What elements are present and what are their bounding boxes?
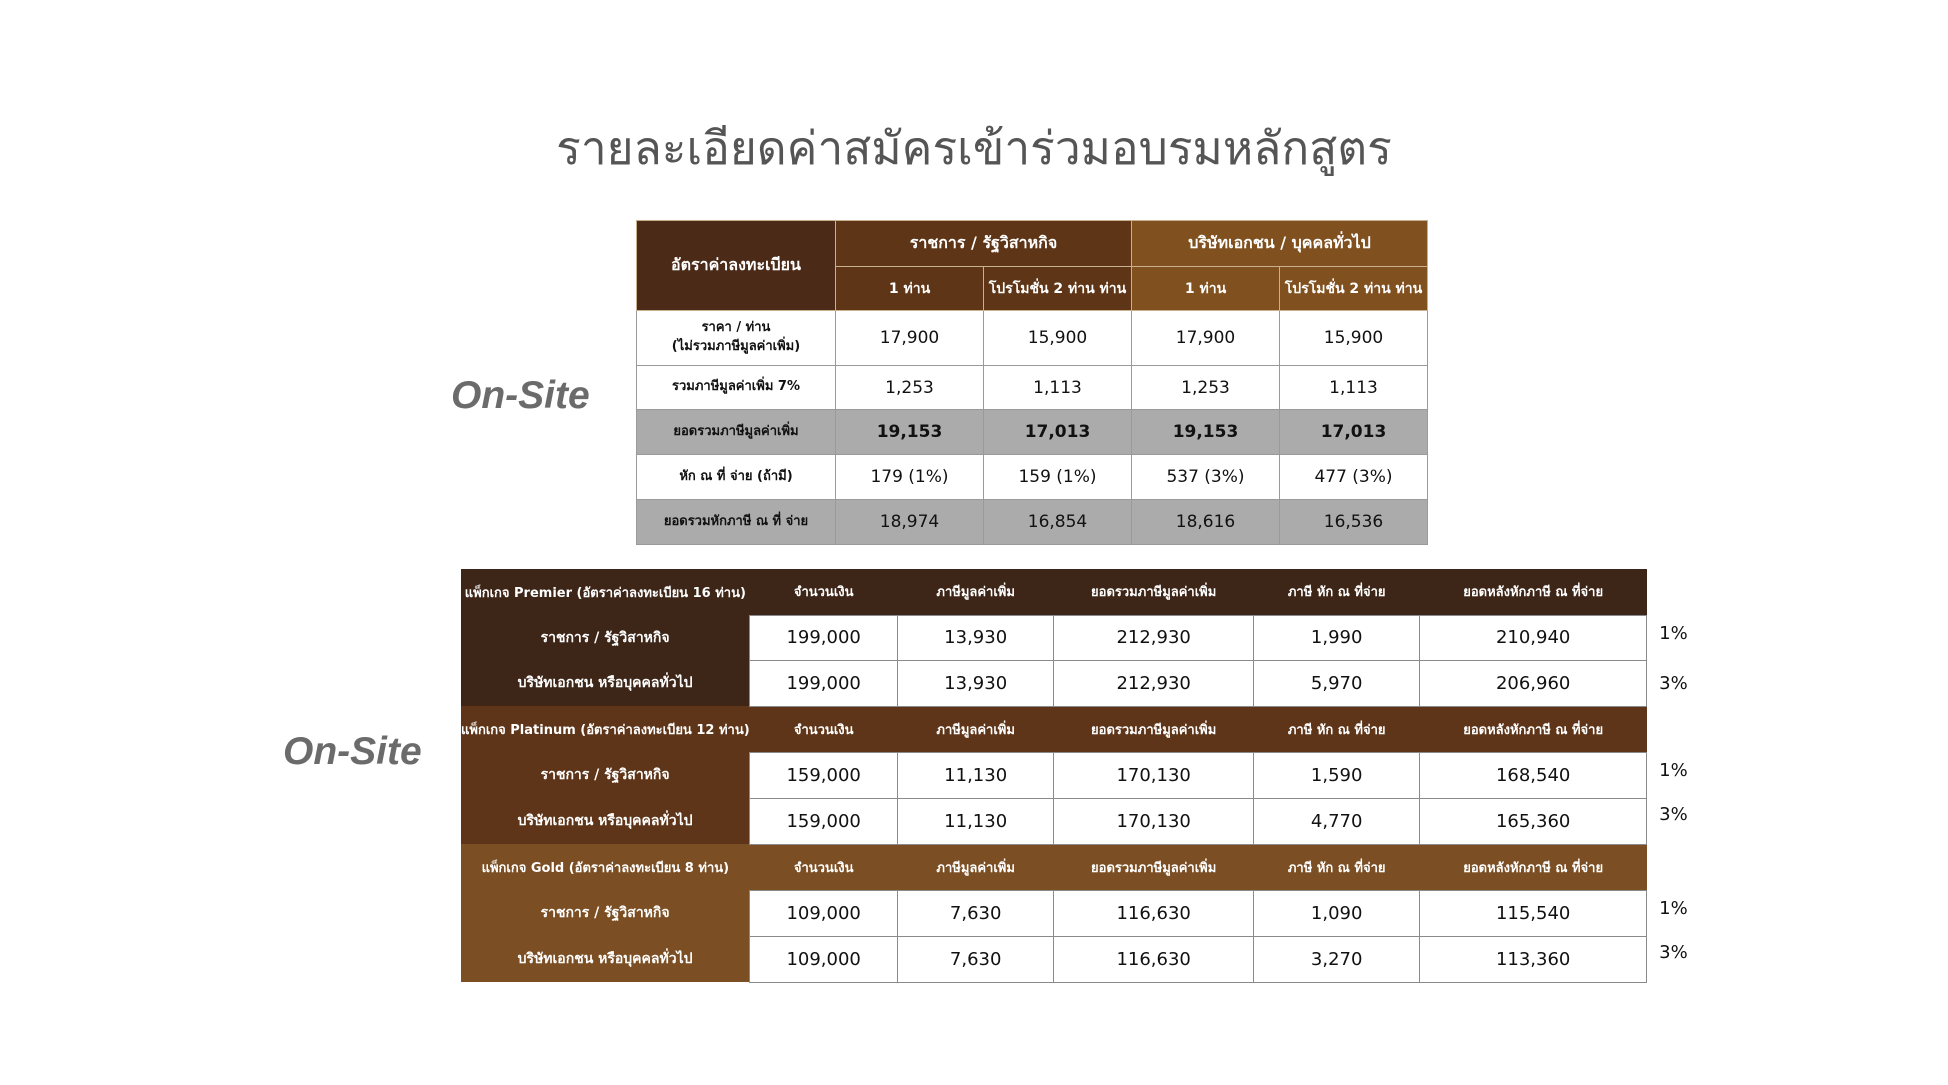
- row-label: ราชการ / รัฐวิสาหกิจ: [461, 752, 750, 798]
- package-header-gold: แพ็กเกจ Gold (อัตราค่าลงทะเบียน 8 ท่าน): [461, 844, 750, 890]
- table-cell: 159,000: [750, 798, 898, 844]
- table-cell: 115,540: [1420, 890, 1647, 936]
- table-cell: 1,253: [1132, 366, 1280, 410]
- table-cell: 17,900: [1132, 311, 1280, 366]
- column-header: ยอดหลังหักภาษี ณ ที่จ่าย: [1420, 569, 1647, 615]
- column-header: จำนวนเงิน: [750, 569, 898, 615]
- table-cell: 116,630: [1054, 890, 1254, 936]
- table-row: [461, 936, 1707, 982]
- table-row: [461, 615, 1707, 660]
- table-cell: 7,630: [898, 890, 1054, 936]
- table-row: [461, 890, 1707, 936]
- table-cell: 3,270: [1254, 936, 1420, 982]
- sub-header: 1 ท่าน: [836, 267, 984, 311]
- column-header: ภาษี หัก ณ ที่จ่าย: [1254, 569, 1420, 615]
- table-row: [637, 455, 1428, 500]
- table-cell: 212,930: [1054, 615, 1254, 660]
- withholding-percent: 1%: [1647, 752, 1707, 798]
- row-label: บริษัทเอกชน หรือบุคคลทั่วไป: [461, 936, 750, 982]
- onsite-label-bottom: On-Site: [283, 730, 422, 773]
- table-cell: 170,130: [1054, 798, 1254, 844]
- column-header: ยอดรวมภาษีมูลค่าเพิ่ม: [1054, 844, 1254, 890]
- table-cell: 159 (1%): [984, 455, 1132, 500]
- table-cell: 212,930: [1054, 660, 1254, 706]
- table-row: [637, 410, 1428, 455]
- table-cell: 7,630: [898, 936, 1054, 982]
- withholding-percent: 1%: [1647, 890, 1707, 936]
- table-cell: 4,770: [1254, 798, 1420, 844]
- table-cell: 15,900: [1280, 311, 1428, 366]
- withholding-percent: 1%: [1647, 615, 1707, 660]
- package-table: [461, 569, 1707, 983]
- column-header: ภาษีมูลค่าเพิ่ม: [898, 569, 1054, 615]
- table-cell: 1,253: [836, 366, 984, 410]
- table-cell: 170,130: [1054, 752, 1254, 798]
- table-cell: 1,113: [984, 366, 1132, 410]
- table-cell: 18,974: [836, 500, 984, 545]
- column-header: ภาษีมูลค่าเพิ่ม: [898, 706, 1054, 752]
- table-cell: 210,940: [1420, 615, 1647, 660]
- column-header: จำนวนเงิน: [750, 706, 898, 752]
- table-cell: 13,930: [898, 660, 1054, 706]
- column-header: ยอดรวมภาษีมูลค่าเพิ่ม: [1054, 706, 1254, 752]
- table-cell: 11,130: [898, 752, 1054, 798]
- column-header: ภาษี หัก ณ ที่จ่าย: [1254, 706, 1420, 752]
- package-header-platinum: แพ็กเกจ Platinum (อัตราค่าลงทะเบียน 12 ท่าน): [461, 706, 750, 752]
- row-label: ราคา / ท่าน (ไม่รวมภาษีมูลค่าเพิ่ม): [637, 311, 836, 366]
- table-row: [461, 752, 1707, 798]
- row-label: ยอดรวมภาษีมูลค่าเพิ่ม: [637, 410, 836, 455]
- table-row: [637, 366, 1428, 410]
- table-cell: 109,000: [750, 936, 898, 982]
- column-header: ยอดรวมภาษีมูลค่าเพิ่ม: [1054, 569, 1254, 615]
- column-header: จำนวนเงิน: [750, 844, 898, 890]
- row-label: หัก ณ ที่ จ่าย (ถ้ามี): [637, 455, 836, 500]
- table-cell: 199,000: [750, 615, 898, 660]
- table-cell: 16,854: [984, 500, 1132, 545]
- package-header-premier: แพ็กเกจ Premier (อัตราค่าลงทะเบียน 16 ท่าน): [461, 569, 750, 615]
- table-cell: 113,360: [1420, 936, 1647, 982]
- table-cell: 1,090: [1254, 890, 1420, 936]
- table-cell: 168,540: [1420, 752, 1647, 798]
- row-label: ราชการ / รัฐวิสาหกิจ: [461, 615, 750, 660]
- table-cell: 116,630: [1054, 936, 1254, 982]
- table-cell: 1,990: [1254, 615, 1420, 660]
- table-row: [637, 311, 1428, 366]
- table-cell: 1,590: [1254, 752, 1420, 798]
- withholding-percent: 3%: [1647, 798, 1707, 844]
- table-cell: 11,130: [898, 798, 1054, 844]
- table-cell: 17,013: [984, 410, 1132, 455]
- table-cell: 13,930: [898, 615, 1054, 660]
- row-label: รวมภาษีมูลค่าเพิ่ม 7%: [637, 366, 836, 410]
- table-cell: 477 (3%): [1280, 455, 1428, 500]
- table-cell: 17,013: [1280, 410, 1428, 455]
- table-cell: 19,153: [1132, 410, 1280, 455]
- onsite-label-top: On-Site: [451, 374, 590, 417]
- corner-header: อัตราค่าลงทะเบียน: [637, 221, 836, 311]
- table-cell: 199,000: [750, 660, 898, 706]
- table-cell: 165,360: [1420, 798, 1647, 844]
- column-header: ภาษีมูลค่าเพิ่ม: [898, 844, 1054, 890]
- table-cell: 19,153: [836, 410, 984, 455]
- table-row: [637, 500, 1428, 545]
- table-cell: 18,616: [1132, 500, 1280, 545]
- group-header-gov: ราชการ / รัฐวิสาหกิจ: [836, 221, 1132, 267]
- table-cell: 206,960: [1420, 660, 1647, 706]
- table-cell: 537 (3%): [1132, 455, 1280, 500]
- table-cell: 159,000: [750, 752, 898, 798]
- row-label: บริษัทเอกชน หรือบุคคลทั่วไป: [461, 660, 750, 706]
- withholding-percent: 3%: [1647, 936, 1707, 982]
- table-cell: 179 (1%): [836, 455, 984, 500]
- column-header: ภาษี หัก ณ ที่จ่าย: [1254, 844, 1420, 890]
- table-cell: 15,900: [984, 311, 1132, 366]
- withholding-percent: 3%: [1647, 660, 1707, 706]
- table-cell: 5,970: [1254, 660, 1420, 706]
- sub-header: โปรโมชั่น 2 ท่าน ท่าน: [1280, 267, 1428, 311]
- column-header: ยอดหลังหักภาษี ณ ที่จ่าย: [1420, 706, 1647, 752]
- row-label: ราชการ / รัฐวิสาหกิจ: [461, 890, 750, 936]
- group-header-private: บริษัทเอกชน / บุคคลทั่วไป: [1132, 221, 1428, 267]
- row-label: ยอดรวมหักภาษี ณ ที่ จ่าย: [637, 500, 836, 545]
- table-cell: 17,900: [836, 311, 984, 366]
- table-row: [461, 660, 1707, 706]
- sub-header: 1 ท่าน: [1132, 267, 1280, 311]
- table-cell: 109,000: [750, 890, 898, 936]
- row-label: บริษัทเอกชน หรือบุคคลทั่วไป: [461, 798, 750, 844]
- column-header: ยอดหลังหักภาษี ณ ที่จ่าย: [1420, 844, 1647, 890]
- sub-header: โปรโมชั่น 2 ท่าน ท่าน: [984, 267, 1132, 311]
- table-cell: 16,536: [1280, 500, 1428, 545]
- table-cell: 1,113: [1280, 366, 1428, 410]
- table-row: [461, 798, 1707, 844]
- page-title: รายละเอียดค่าสมัครเข้าร่วมอบรมหลักสูตร: [556, 121, 1392, 175]
- registration-fee-table: [636, 220, 1428, 545]
